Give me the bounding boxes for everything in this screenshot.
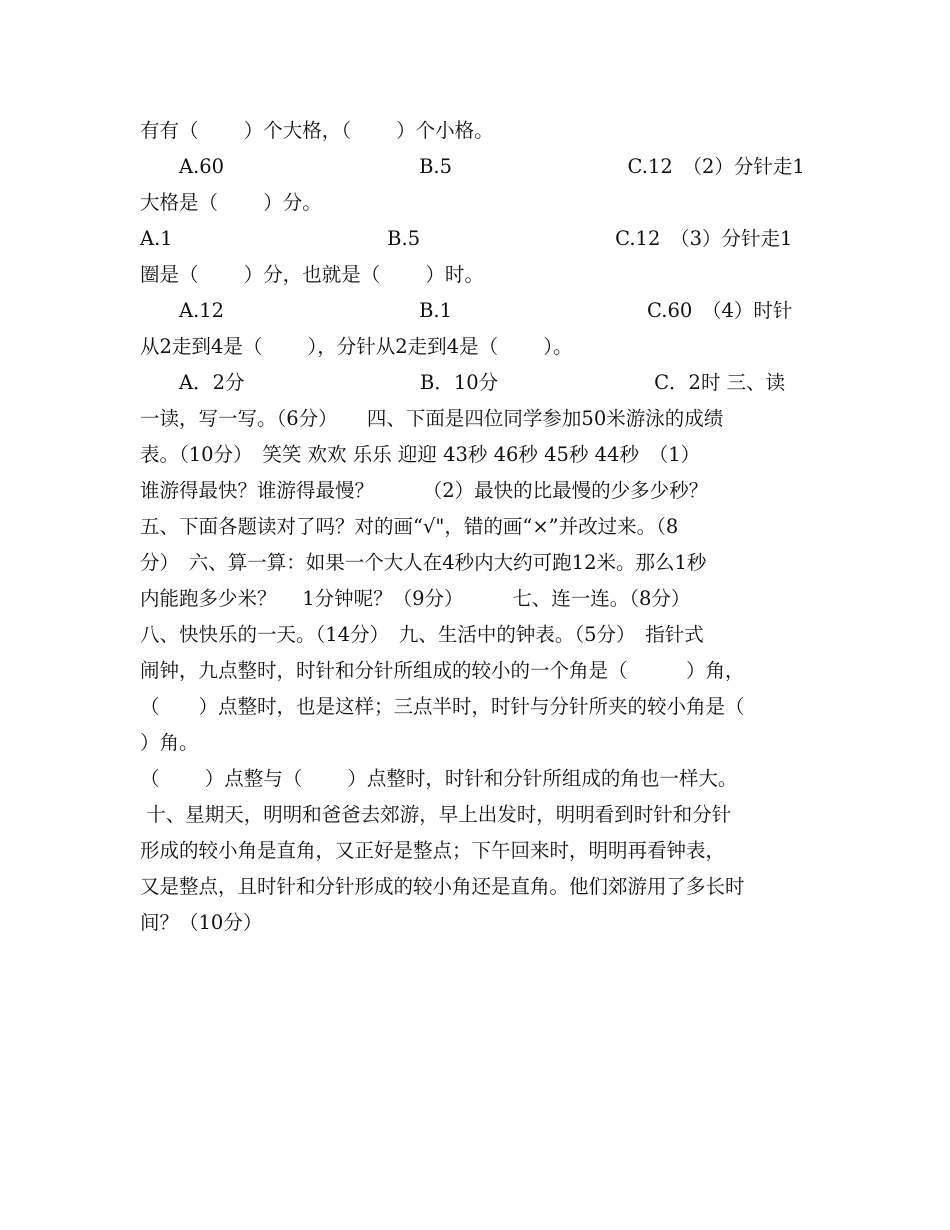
- text-line-23: 间？（10分）: [140, 911, 263, 934]
- text-line-13: 分） 六、算一算：如果一个大人在4秒内大约可跑12米。那么1秒: [140, 551, 707, 574]
- text-line-22: 又是整点，且时针和分针形成的较小角还是直角。他们郊游用了多长时: [140, 875, 745, 898]
- text-line-15: 八、快快乐的一天。（14分） 九、生活中的钟表。（5分） 指针式: [140, 623, 704, 646]
- text-line-6: A.12 B.1 C.60 （4）时针: [140, 299, 793, 322]
- text-line-11: 谁游得最快？谁游得最慢？ （2）最快的比最慢的少多少秒？: [140, 479, 709, 502]
- text-line-18: ）角。: [140, 731, 199, 754]
- text-line-1: 有有（ ）个大格，（ ）个小格。: [140, 119, 494, 142]
- text-line-3: 大格是（ ）分。: [140, 191, 322, 214]
- text-line-4: A.1 B.5 C.12 （3）分针走1: [140, 227, 793, 250]
- text-line-20: 十、星期天，明明和爸爸去郊游，早上出发时，明明看到时针和分针: [140, 803, 732, 826]
- text-line-5: 圈是（ ）分，也就是（ ）时。: [140, 263, 484, 286]
- text-line-2: A.60 B.5 C.12 （2）分针走1: [140, 155, 805, 178]
- text-line-10: 表。（10分） 笑笑 欢欢 乐乐 迎迎 43秒 46秒 45秒 44秒 （1）: [140, 443, 701, 466]
- text-line-9: 一读，写一写。（6分） 四、下面是四位同学参加50米游泳的成绩: [140, 407, 724, 430]
- text-line-17: （ ）点整时，也是这样；三点半时，时针与分针所夹的较小角是（: [140, 695, 745, 718]
- text-line-21: 形成的较小角是直角，又正好是整点；下午回来时，明明再看钟表，: [140, 839, 726, 862]
- text-line-14: 内能跑多少米？ 1分钟呢？（9分） 七、连一连。（8分）: [140, 587, 691, 610]
- text-line-16: 闹钟，九点整时，时针和分针所组成的较小的一个角是（ ）角，: [140, 659, 745, 682]
- text-line-7: 从2走到4是（ ），分针从2走到4是（ ）。: [140, 335, 573, 358]
- text-line-8: A．2分 B．10分 C．2时 三、读: [140, 371, 786, 394]
- text-line-12: 五、下面各题读对了吗？对的画“√"，错的画“×”并改过来。（8: [140, 515, 679, 538]
- text-line-19: （ ）点整与（ ）点整时，时针和分针所组成的角也一样大。: [140, 767, 738, 790]
